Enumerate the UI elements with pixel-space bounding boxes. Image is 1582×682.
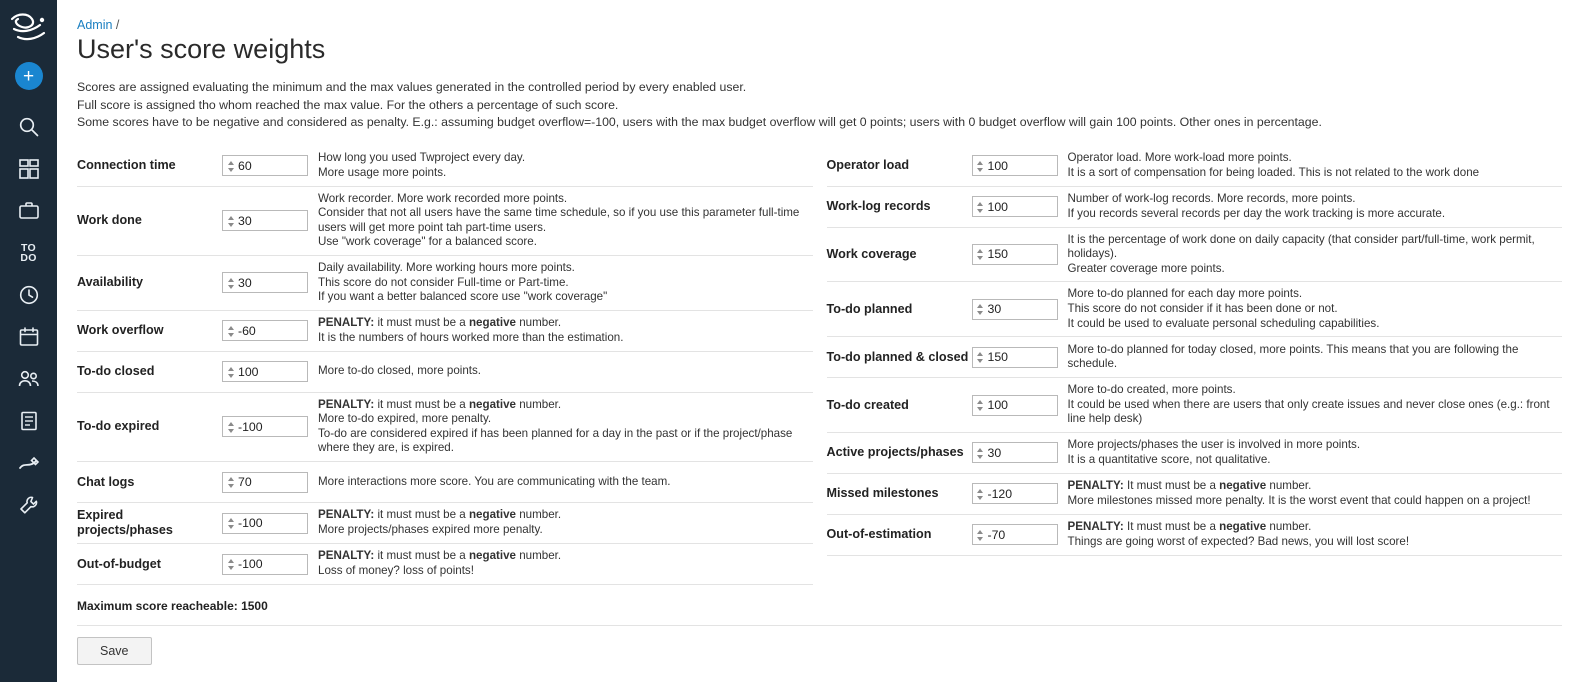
weight-row-description [1062,520,1563,550]
weight-row-input-cell [222,151,312,181]
weight-spinner[interactable] [972,155,1058,176]
penalty-note [318,398,813,413]
penalty-note [318,508,813,523]
spinner-arrows-icon[interactable] [975,301,986,319]
weight-row-description [312,316,813,346]
spinner-arrows-icon[interactable] [975,397,986,415]
weight-row-label: Work overflow [77,323,164,338]
spinner-arrows-icon[interactable] [225,363,236,381]
description-line: More usage more points. [318,165,447,179]
description-line: Work recorder. More work recorded more points. [318,191,568,205]
penalty-text-pre: it must must be a [374,549,469,563]
chevron-up-icon[interactable] [228,161,234,165]
chevron-up-icon[interactable] [228,559,234,563]
plug-icon [17,452,41,474]
weight-row-input-cell [972,520,1062,550]
weight-row-input-cell [972,151,1062,181]
chevron-up-icon[interactable] [977,448,983,452]
weight-spinner[interactable] [222,210,308,231]
people-icon [17,368,41,390]
chevron-down-icon[interactable] [228,285,234,289]
weight-row-input-cell [222,398,312,456]
chevron-up-icon[interactable] [228,216,234,220]
weight-row-input-cell [972,383,1062,427]
chevron-down-icon[interactable] [977,359,983,363]
tools-icon [18,494,40,516]
penalty-note [1068,520,1563,535]
penalty-note [1068,479,1563,494]
description-line: How long you used Twproject every day. [318,150,526,164]
chevron-up-icon[interactable] [228,326,234,330]
weight-spinner[interactable] [972,299,1058,320]
spinner-arrows-icon[interactable] [225,474,236,492]
sidebar-item-projects[interactable] [9,190,49,231]
spinner-arrows-icon[interactable] [225,322,236,340]
breadcrumb-parent[interactable]: Admin [77,18,113,32]
description-line: More to-do expired, more penalty. [318,412,492,426]
description-line: It is the percentage of work done on daily capacity (that consider part/full-time, work permit, holidays). [1067,232,1535,261]
penalty-negative-word: negative [468,508,517,522]
weight-row-label: Out-of-budget [77,556,161,571]
weight-row-description [1062,342,1563,372]
sidebar-item-resources[interactable] [9,358,49,399]
chevron-down-icon[interactable] [228,525,234,529]
weight-row-label: To-do planned [826,301,913,316]
description-line: Greater coverage more points. [1067,261,1225,275]
weight-row [827,187,1563,228]
sidebar-item-todo[interactable] [9,232,49,273]
chevron-down-icon[interactable] [228,333,234,337]
chevron-down-icon[interactable] [977,209,983,213]
description-line: It is the numbers of hours worked more than the estimation. [318,330,624,344]
sidebar-item-dashboard[interactable] [9,148,49,189]
clock-icon [18,284,40,306]
penalty-text-post: number. [516,508,562,522]
weight-row-label: Work done [77,213,142,228]
form-actions [77,626,1562,665]
weight-row-description [312,398,813,456]
chevron-down-icon[interactable] [977,455,983,459]
description-line: This score do not consider if it has been done or not. [1067,301,1338,315]
penalty-negative-word: negative [468,316,517,330]
weight-row-description [1062,438,1563,468]
spinner-arrows-icon[interactable] [975,157,986,175]
weight-row-description [312,192,813,250]
description-line: It could be used when there are users that only create issues and never close ones (e.g.: front line help desk) [1067,397,1550,426]
weight-row-description [312,549,813,579]
chevron-down-icon[interactable] [977,311,983,315]
chevron-down-icon[interactable] [977,256,983,260]
weight-row-description [1062,233,1563,277]
spinner-arrows-icon[interactable] [225,212,236,230]
sidebar-item-worklog[interactable] [9,274,49,315]
intro-line-1: Scores are assigned evaluating the minimum and the max values generated in the controlled period by every enabled user. [77,80,747,95]
weight-row-description [312,151,813,181]
weight-row-input-cell [972,342,1062,372]
weight-row-input-cell [222,467,312,497]
chevron-down-icon[interactable] [228,484,234,488]
spinner-arrows-icon[interactable] [975,246,986,264]
weight-row-label: Out-of-estimation [826,527,932,542]
description-line: Operator load. More work-load more points. [1067,150,1292,164]
weight-spinner[interactable] [972,483,1058,504]
calendar-icon [18,326,40,348]
weight-row-description [312,357,813,387]
weight-row-input-cell [222,508,312,538]
description-line: To-do are considered expired if has been planned for a day in the past or if the project/phase where they are, is expired. [318,426,793,455]
chevron-down-icon[interactable] [977,537,983,541]
penalty-text-post: number. [516,549,562,563]
sidebar [0,0,57,682]
weight-row-description [1062,287,1563,331]
weight-spinner[interactable] [222,155,308,176]
weight-row-input-cell [972,287,1062,331]
description-line: If you records several records per day the work tracking is more accurate. [1067,206,1446,220]
penalty-text-pre: it must must be a [374,397,469,411]
weight-spinner[interactable] [222,416,308,437]
weight-row-input-cell [972,192,1062,222]
description-line: More to-do closed, more points. [318,364,482,378]
penalty-keyword: PENALTY: [318,316,375,330]
description-line: Loss of money? loss of points! [318,564,474,578]
penalty-text-pre: it must must be a [374,508,469,522]
sidebar-item-search[interactable] [9,106,49,147]
penalty-keyword: PENALTY: [1067,479,1124,493]
chevron-up-icon[interactable] [977,202,983,206]
weight-spinner[interactable] [222,361,308,382]
description-line: Number of work-log records. More records, more points. [1067,191,1356,205]
weight-row-input-cell [972,233,1062,277]
description-line: If you want a better balanced score use "work coverage" [318,290,608,304]
weight-row-label: Chat logs [77,474,135,489]
weight-row-description [1062,151,1563,181]
twproject-logo-icon [6,8,52,52]
chevron-up-icon[interactable] [977,352,983,356]
description-line: Consider that not all users have the same time schedule, so if you use this parameter full-time users will get more point tah part-time users. [318,206,800,234]
chevron-down-icon[interactable] [228,168,234,172]
spinner-arrows-icon[interactable] [225,515,236,533]
chevron-up-icon[interactable] [228,477,234,481]
description-line: Things are going worst of expected? Bad news, you will lost score! [1067,534,1410,548]
chevron-up-icon[interactable] [977,304,983,308]
weight-spinner[interactable] [972,347,1058,368]
spinner-arrows-icon[interactable] [225,157,236,175]
description-line: More projects/phases the user is involved in more points. [1067,438,1361,452]
intro-line-2: Full score is assigned tho whom reached the max value. For the others a percentage of such score. [77,97,619,112]
penalty-negative-word: negative [468,397,517,411]
page-title: User's score weights [77,34,326,64]
weight-row-description [312,261,813,305]
weight-row-description [1062,383,1563,427]
weight-row [827,282,1563,337]
weight-row-label: Operator load [826,158,910,173]
weight-spinner[interactable] [222,320,308,341]
weight-row [827,433,1563,474]
weight-row-label: Work-log records [826,199,931,214]
penalty-negative-word: negative [468,549,517,563]
chevron-up-icon[interactable] [228,422,234,426]
add-button[interactable]: + [15,62,43,90]
chevron-up-icon[interactable] [977,530,983,534]
description-line: This score do not consider Full-time or Part-time. [318,275,569,289]
breadcrumb[interactable] [77,18,1562,32]
weights-columns [77,146,1562,586]
weight-spinner[interactable] [972,524,1058,545]
spinner-arrows-icon[interactable] [975,349,986,367]
weight-row-label: Connection time [77,158,176,173]
weight-spinner[interactable] [222,554,308,575]
weight-row-input-cell [222,261,312,305]
weight-row-input-cell [222,549,312,579]
weight-row [77,256,813,311]
weight-row [827,474,1563,515]
weight-spinner[interactable] [222,272,308,293]
briefcase-icon [18,200,40,222]
chevron-up-icon[interactable] [977,249,983,253]
max-score-label: Maximum score reacheable: 1500 [77,599,1562,626]
penalty-keyword: PENALTY: [318,549,375,563]
sidebar-item-plugins[interactable] [9,442,49,483]
penalty-text-pre: It must must be a [1123,479,1220,493]
description-line: More interactions more score. You are communicating with the team. [318,474,671,488]
chevron-down-icon[interactable] [977,168,983,172]
weight-row-description [312,467,813,497]
description-line: It is a sort of compensation for being loaded. This is not related to the work done [1067,165,1480,179]
description-line: It could be used to evaluate personal scheduling capabilities. [1067,316,1380,330]
penalty-negative-word: negative [1219,520,1267,534]
description-line: More to-do planned for today closed, more points. This means that you are following the schedule. [1067,342,1519,371]
penalty-text-post: number. [516,397,562,411]
weight-spinner[interactable] [972,196,1058,217]
sidebar-item-calendar[interactable] [9,316,49,357]
intro-line-3: Some scores have to be negative and considered as penalty. E.g.: assuming budget overflow=-100, users with the max budget overflow will get 0 points; users with 0 budget overflow will gain 100 points. Other ones in percentage. [77,115,1322,130]
weight-row-label: To-do created [826,397,909,412]
weight-row-description [1062,192,1563,222]
description-line: Daily availability. More working hours more points. [318,260,575,274]
weight-row-input-cell [222,192,312,250]
save-button[interactable]: Save [77,637,152,665]
penalty-note [318,549,813,564]
spinner-arrows-icon[interactable] [975,444,986,462]
weight-spinner[interactable] [222,472,308,493]
intro-text [77,79,1562,132]
description-line: It is a quantitative score, not qualitative. [1067,452,1271,466]
weight-row [77,146,813,187]
weight-row [827,378,1563,433]
weight-row [827,228,1563,283]
chevron-up-icon[interactable] [977,489,983,493]
weights-column-left [77,146,820,586]
spinner-arrows-icon[interactable] [975,198,986,216]
weight-row-input-cell [222,357,312,387]
chevron-down-icon[interactable] [977,496,983,500]
weight-row-label: Active projects/phases [826,445,964,460]
chevron-up-icon[interactable] [977,161,983,165]
weight-row [77,311,813,352]
weight-row-label: Work coverage [826,246,917,261]
penalty-keyword: PENALTY: [318,508,375,522]
weight-row [77,503,813,544]
weight-row-label: Missed milestones [826,486,939,501]
weight-row-label: To-do closed [77,364,155,379]
sidebar-item-admin-tools[interactable] [9,484,49,525]
spinner-arrows-icon[interactable] [225,418,236,436]
penalty-text-pre: It must must be a [1123,520,1220,534]
chevron-down-icon[interactable] [228,374,234,378]
spinner-arrows-icon[interactable] [975,526,986,544]
main-content [57,0,1582,682]
weight-row-label: To-do expired [77,419,160,434]
description-line: More projects/phases expired more penalty. [318,523,543,537]
sidebar-item-label: TO DO [20,241,37,264]
spinner-arrows-icon[interactable] [975,485,986,503]
weight-row-input-cell [972,438,1062,468]
chevron-up-icon[interactable] [977,400,983,404]
weight-row-label: Availability [77,275,144,290]
chevron-down-icon[interactable] [228,566,234,570]
weight-row-label: To-do planned & closed [826,349,969,364]
description-line: More to-do created, more points. [1067,383,1236,397]
breadcrumb-separator: / [115,18,120,32]
chevron-down-icon[interactable] [228,223,234,227]
chevron-up-icon[interactable] [228,278,234,282]
weight-spinner[interactable] [972,244,1058,265]
sidebar-item-documents[interactable] [9,400,49,441]
weight-spinner[interactable] [972,395,1058,416]
weight-row-input-cell [222,316,312,346]
weight-spinner[interactable] [972,442,1058,463]
weight-row [77,462,813,503]
penalty-text-pre: it must must be a [374,316,469,330]
penalty-text-post: number. [516,316,562,330]
description-line: More to-do planned for each day more points. [1067,287,1303,301]
weight-row [77,544,813,585]
weight-spinner[interactable] [222,513,308,534]
penalty-text-post: number. [1266,479,1312,493]
search-icon [18,116,40,138]
weight-row [77,393,813,462]
chevron-up-icon[interactable] [228,367,234,371]
weight-row [77,352,813,393]
chevron-down-icon[interactable] [228,429,234,433]
penalty-text-post: number. [1266,520,1312,534]
weight-row [77,187,813,256]
spinner-arrows-icon[interactable] [225,556,236,574]
description-line: More milestones missed more penalty. It is the worst event that could happen on a project! [1067,493,1531,507]
weights-column-right [820,146,1563,586]
weight-row [827,515,1563,556]
weight-row [827,337,1563,378]
spinner-arrows-icon[interactable] [225,274,236,292]
dashboard-icon [18,158,40,180]
weight-row [827,146,1563,187]
penalty-keyword: PENALTY: [1067,520,1124,534]
weight-row-label: Expired projects/phases [77,508,173,538]
weight-row-description [1062,479,1563,509]
document-icon [18,410,40,432]
penalty-negative-word: negative [1219,479,1267,493]
weight-row-description [312,508,813,538]
weight-row-input-cell [972,479,1062,509]
chevron-down-icon[interactable] [977,407,983,411]
penalty-note [318,316,813,331]
chevron-up-icon[interactable] [228,518,234,522]
penalty-keyword: PENALTY: [318,397,375,411]
description-line: Use "work coverage" for a balanced score. [318,235,537,249]
